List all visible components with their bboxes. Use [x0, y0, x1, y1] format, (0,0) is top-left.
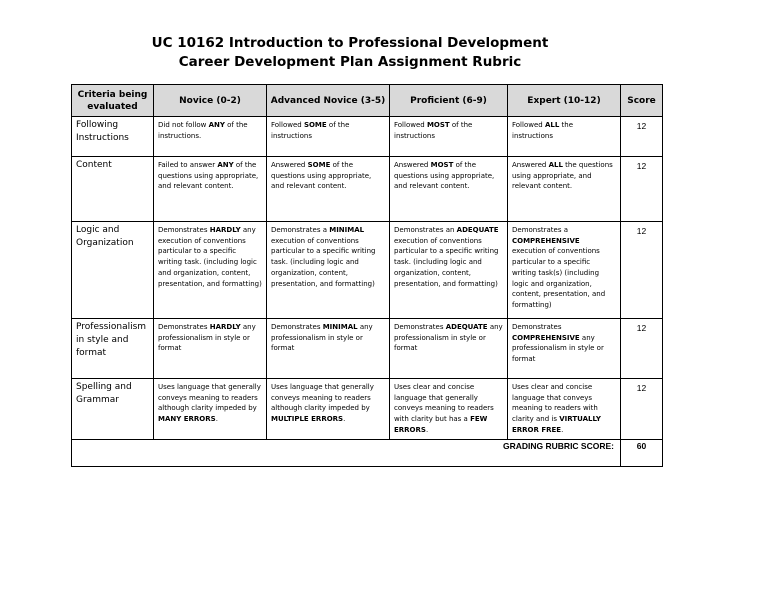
table-row — [72, 222, 663, 319]
criteria-cell: Following Instructions — [72, 117, 154, 157]
score-cell: 12 — [621, 379, 663, 440]
table-row — [72, 157, 663, 222]
total-row — [72, 439, 663, 466]
header-advanced-novice: Advanced Novice (3-5) — [267, 85, 390, 117]
rubric-table — [71, 84, 663, 467]
proficient-cell: Demonstrates ADEQUATE any professionalism in style or format — [390, 319, 508, 379]
header-expert: Expert (10-12) — [508, 85, 621, 117]
header-criteria: Criteria being evaluated — [72, 85, 154, 117]
table-row — [72, 379, 663, 440]
criteria-cell: Professionalism in style and format — [72, 319, 154, 379]
title-line-2: Career Development Plan Assignment Rubric — [178, 54, 522, 70]
score-cell: 12 — [621, 222, 663, 319]
proficient-cell: Answered MOST of the questions using appropriate, and relevant content. — [390, 157, 508, 222]
score-cell: 12 — [621, 319, 663, 379]
table-row — [72, 319, 663, 379]
expert-cell: Uses clear and concise language that conveys meaning to readers with clarity and is VIRTUALLY ERROR FREE. — [508, 379, 621, 440]
score-cell: 12 — [621, 157, 663, 222]
novice-cell: Failed to answer ANY of the questions using appropriate, and relevant content. — [154, 157, 267, 222]
advanced-novice-cell: Uses language that generally conveys meaning to readers although clarity impeded by MULTIPLE ERRORS. — [267, 379, 390, 440]
proficient-cell: Uses clear and concise language that generally conveys meaning to readers with clarity but has a FEW ERRORS. — [390, 379, 508, 440]
expert-cell: Followed ALL the instructions — [508, 117, 621, 157]
header-row — [72, 85, 663, 117]
header-proficient: Proficient (6-9) — [390, 85, 508, 117]
advanced-novice-cell: Demonstrates a MINIMAL execution of conventions particular to a specific writing task. (including logic and organization, content, presentation, and formatting) — [267, 222, 390, 319]
novice-cell: Demonstrates HARDLY any execution of conventions particular to a specific writing task. (including logic and organization, content, presentation, and formatting) — [154, 222, 267, 319]
table-row — [72, 117, 663, 157]
expert-cell: Demonstrates COMPREHENSIVE any professionalism in style or format — [508, 319, 621, 379]
total-label: GRADING RUBRIC SCORE: — [72, 439, 621, 466]
title-line-1: UC 10162 Introduction to Professional Development — [151, 35, 549, 51]
score-cell: 12 — [621, 117, 663, 157]
proficient-cell: Demonstrates an ADEQUATE execution of conventions particular to a specific writing task. (including logic and organization, content, presentation, and formatting) — [390, 222, 508, 319]
document-title — [0, 34, 700, 72]
header-novice: Novice (0-2) — [154, 85, 267, 117]
novice-cell: Did not follow ANY of the instructions. — [154, 117, 267, 157]
advanced-novice-cell: Demonstrates MINIMAL any professionalism in style or format — [267, 319, 390, 379]
novice-cell: Uses language that generally conveys meaning to readers although clarity impeded by MANY ERRORS. — [154, 379, 267, 440]
expert-cell: Demonstrates a COMPREHENSIVE execution of conventions particular to a specific writing task(s) (including logic and organization, content, presentation, and formatting) — [508, 222, 621, 319]
advanced-novice-cell: Followed SOME of the instructions — [267, 117, 390, 157]
advanced-novice-cell: Answered SOME of the questions using appropriate, and relevant content. — [267, 157, 390, 222]
expert-cell: Answered ALL the questions using appropriate, and relevant content. — [508, 157, 621, 222]
novice-cell: Demonstrates HARDLY any professionalism in style or format — [154, 319, 267, 379]
criteria-cell: Content — [72, 157, 154, 222]
proficient-cell: Followed MOST of the instructions — [390, 117, 508, 157]
header-score: Score — [621, 85, 663, 117]
criteria-cell: Logic and Organization — [72, 222, 154, 319]
total-score: 60 — [621, 439, 663, 466]
criteria-cell: Spelling and Grammar — [72, 379, 154, 440]
